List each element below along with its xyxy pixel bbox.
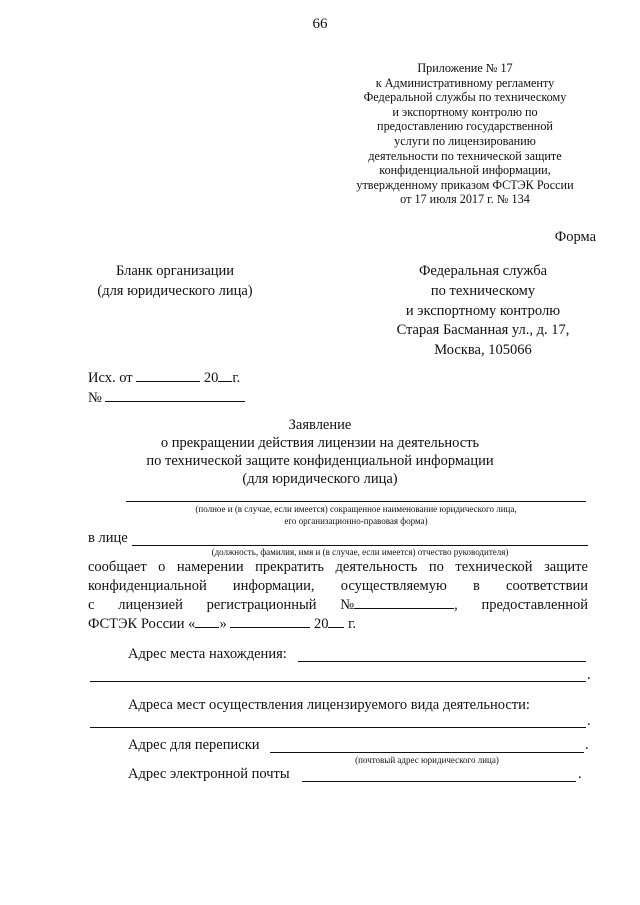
paragraph-line-1 — [88, 558, 588, 577]
org-name-caption — [126, 503, 586, 527]
location-line-2[interactable] — [90, 681, 586, 682]
letterhead-line: (для юридического лица) — [97, 283, 253, 299]
postal-label: Адрес для переписки — [128, 737, 260, 753]
recipient-address-line: Москва, 105066 — [434, 342, 532, 358]
annex-line: конфиденциальной информации, — [379, 163, 551, 178]
annex-line: утвержденному приказом ФСТЭК России — [356, 177, 574, 192]
word: по — [428, 559, 444, 575]
ref-year-blank[interactable] — [218, 369, 232, 382]
paragraph-line-4 — [88, 615, 588, 634]
paragraph-line-2 — [88, 577, 588, 596]
recipient-address — [368, 320, 598, 360]
number-sign: № — [340, 597, 355, 613]
email-end-dot: . — [578, 766, 582, 782]
recipient-line: Федеральная служба — [418, 263, 548, 279]
word: 20 — [313, 616, 329, 632]
word: соответствии — [506, 578, 588, 594]
email-label: Адрес электронной почты — [128, 766, 290, 782]
title-line: (для юридического лица) — [242, 471, 398, 487]
word: » — [219, 616, 227, 632]
word: информации, — [232, 578, 315, 594]
email-line[interactable] — [302, 781, 576, 782]
location-line-1[interactable] — [298, 661, 586, 662]
page-number: 66 — [312, 16, 328, 32]
ref-year-prefix: 20 — [203, 370, 219, 386]
ref-prefix: Исх. от — [88, 370, 133, 386]
annex-line: деятельности по технической защите — [368, 148, 562, 163]
postal-line[interactable] — [270, 752, 584, 753]
recipient-line: и экспортному контролю — [405, 303, 561, 319]
annex-block — [330, 61, 600, 207]
license-year-blank[interactable] — [328, 615, 344, 628]
annex-line: и экспортному контролю по — [392, 104, 538, 119]
activity-places-line[interactable] — [90, 727, 586, 728]
letterhead-block — [60, 261, 290, 301]
license-day-blank[interactable] — [195, 615, 219, 628]
word: технической — [455, 559, 533, 575]
recipient-address-line: Старая Басманная ул., д. 17, — [396, 322, 570, 338]
license-number-group: № , — [340, 597, 458, 613]
word: конфиденциальной — [88, 578, 207, 594]
annex-line: Федеральной службы по техническому — [363, 90, 567, 105]
caption-line: (полное и (в случае, если имеется) сокращенное наименование юридического лица, — [195, 504, 517, 514]
annex-line: услуги по лицензированию — [394, 133, 536, 148]
location-end-dot: . — [587, 667, 591, 683]
word: предоставленной — [481, 597, 588, 613]
word: сообщает — [88, 559, 147, 575]
word: лицензией — [118, 597, 183, 613]
title-line: по технической защите конфиденциальной информации — [146, 453, 494, 469]
word: г. — [348, 616, 356, 632]
paragraph-line-3 — [88, 596, 588, 615]
ref-number-sign: № — [88, 390, 102, 406]
ref-date-blank[interactable] — [136, 369, 200, 382]
annex-line: предоставлению государственной — [377, 119, 553, 134]
word: в — [473, 578, 480, 594]
outgoing-reference — [88, 368, 245, 408]
annex-line: Приложение № 17 — [417, 61, 513, 75]
caption-line: его организационно-правовая форма) — [284, 516, 428, 526]
location-label: Адрес места нахождения: — [128, 646, 287, 662]
ref-year-suffix: г. — [232, 370, 241, 386]
form-label: Форма — [554, 229, 596, 245]
word: о — [158, 559, 166, 575]
word: осуществляемую — [340, 578, 447, 594]
statement-paragraph — [88, 558, 588, 634]
postal-caption: (почтовый адрес юридического лица) — [355, 755, 499, 765]
license-month-blank[interactable] — [230, 615, 310, 628]
word: намерении — [176, 559, 244, 575]
letterhead-line: Бланк организации — [115, 263, 235, 279]
word: ФСТЭК России « — [88, 616, 196, 632]
org-name-line[interactable] — [126, 501, 586, 502]
word: деятельность — [335, 559, 418, 575]
in-person-label: в лице — [88, 530, 128, 546]
title-line: о прекращении действия лицензии на деятельность — [160, 435, 480, 451]
word: прекратить — [255, 559, 325, 575]
title-line: Заявление — [288, 417, 352, 433]
license-number-blank[interactable] — [354, 596, 454, 609]
annex-line: к Административному регламенту — [375, 75, 555, 90]
word: с — [88, 597, 95, 613]
recipient-line: по техническому — [430, 283, 536, 299]
activity-places-label: Адреса мест осуществления лицензируемого вида деятельности: — [128, 697, 530, 713]
annex-line: от 17 июля 2017 г. № 134 — [400, 192, 530, 207]
ref-number-blank[interactable] — [105, 389, 245, 402]
word: регистрационный — [206, 597, 317, 613]
word: защите — [544, 559, 588, 575]
person-caption: (должность, фамилия, имя и (в случае, если имеется) отчество руководителя) — [211, 547, 509, 557]
document-title — [120, 416, 520, 488]
activity-end-dot: . — [587, 713, 591, 729]
postal-end-dot: . — [585, 737, 589, 753]
recipient-block — [368, 261, 598, 321]
